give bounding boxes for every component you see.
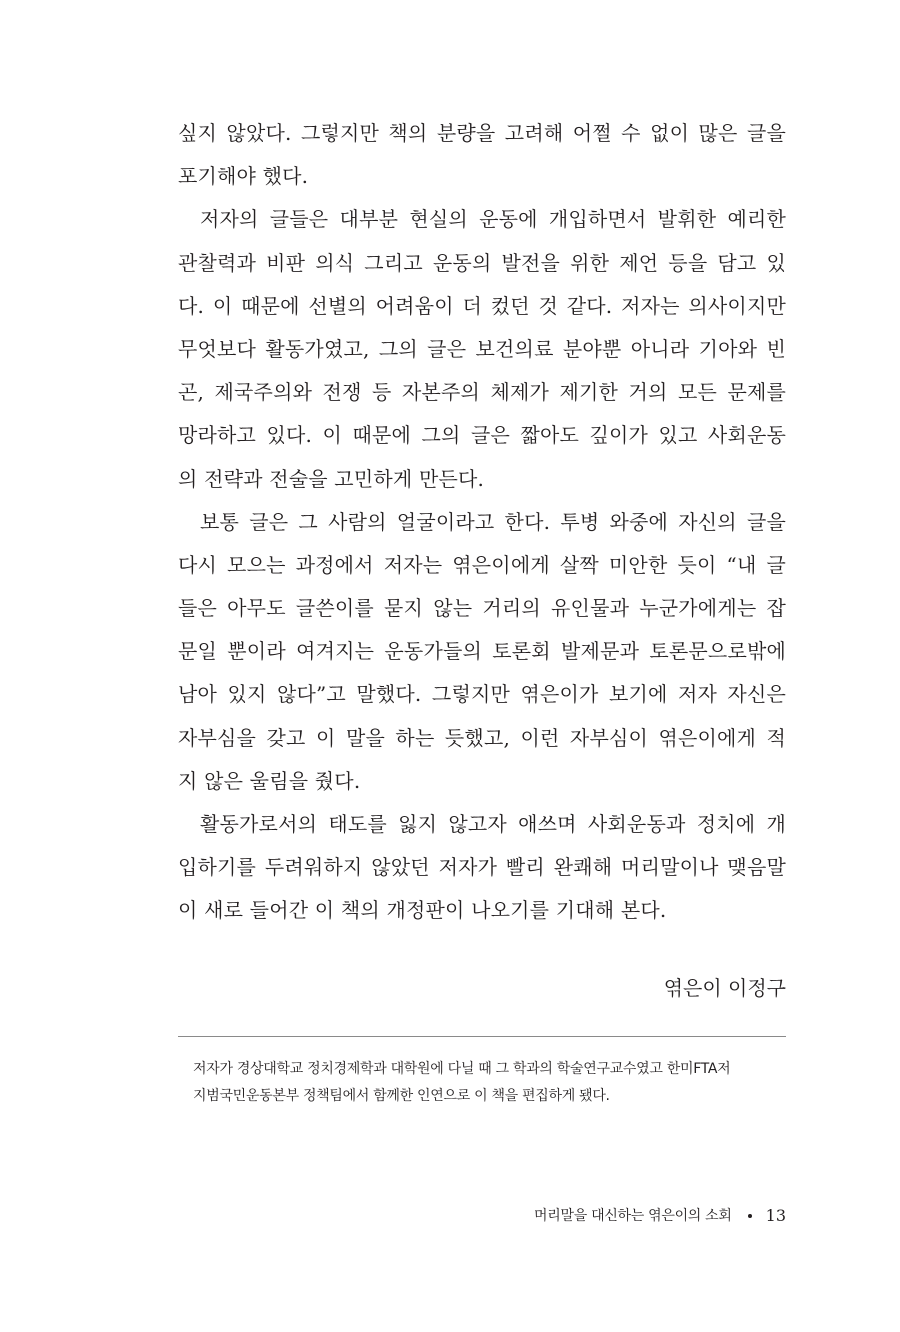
body-line: 의 전략과 전술을 고민하게 만든다. [178,466,485,491]
body-line: 무엇보다 활동가였고, 그의 글은 보건의료 분야뿐 아니라 기아와 빈 [178,336,786,361]
body-line: 곤, 제국주의와 전쟁 등 자본주의 체제가 제기한 거의 모든 문제를 [178,380,786,405]
body-line: 포기해야 했다. [178,164,309,189]
body-line: 다. 이 때문에 선별의 어려움이 더 컸던 것 같다. 저자는 의사이지만 [178,293,786,318]
body-line: 남아 있지 않다”고 말했다. 그렇지만 엮은이가 보기에 저자 자신은 [178,682,786,707]
body-line: 들은 아무도 글쓴이를 묻지 않는 거리의 유인물과 누군가에게는 잡 [178,596,786,621]
page-number: 13 [765,1206,786,1225]
body-text [178,112,786,933]
footnote-line: 저자가 경상대학교 정치경제학과 대학원에 다닐 때 그 학과의 학술연구교수였고 한미FTA저 [193,1061,731,1077]
footnote [193,1056,786,1110]
footnote-line: 지범국민운동본부 정책팀에서 함께한 인연으로 이 책을 편집하게 됐다. [193,1088,610,1104]
body-line: 입하기를 두려워하지 않았던 저자가 빨리 완쾌해 머리말이나 맺음말 [178,855,786,880]
body-line: 자부심을 갖고 이 말을 하는 듯했고, 이런 자부심이 엮은이에게 적 [178,725,786,750]
body-line: 보통 글은 그 사람의 얼굴이라고 한다. 투병 와중에 자신의 글을 [200,509,786,534]
body-line: 활동가로서의 태도를 잃지 않고자 애쓰며 사회운동과 정치에 개 [200,812,786,836]
body-line: 망라하고 있다. 이 때문에 그의 글은 짧아도 깊이가 있고 사회운동 [178,423,786,448]
body-line: 지 않은 울림을 줬다. [178,768,361,793]
running-head: 머리말을 대신하는 엮은이의 소회 [534,1208,732,1224]
footnote-divider [178,1036,786,1037]
body-line: 문일 뿐이라 여겨지는 운동가들의 토론회 발제문과 토론문으로밖에 [178,639,786,664]
body-line: 다시 모으는 과정에서 저자는 엮은이에게 살짝 미안한 듯이 “내 글 [178,552,786,577]
bullet-separator [748,1214,752,1218]
page-footer [534,1203,786,1229]
body-line: 저자의 글들은 대부분 현실의 운동에 개입하면서 발휘한 예리한 [200,207,786,232]
body-line: 이 새로 들어간 이 책의 개정판이 나오기를 기대해 본다. [178,898,667,923]
body-line: 관찰력과 비판 의식 그리고 운동의 발전을 위한 제언 등을 담고 있 [178,250,786,275]
editor-signature: 엮은이 이정구 [663,976,786,1000]
body-line: 싶지 않았다. 그렇지만 책의 분량을 고려해 어쩔 수 없이 많은 글을 [178,121,786,145]
